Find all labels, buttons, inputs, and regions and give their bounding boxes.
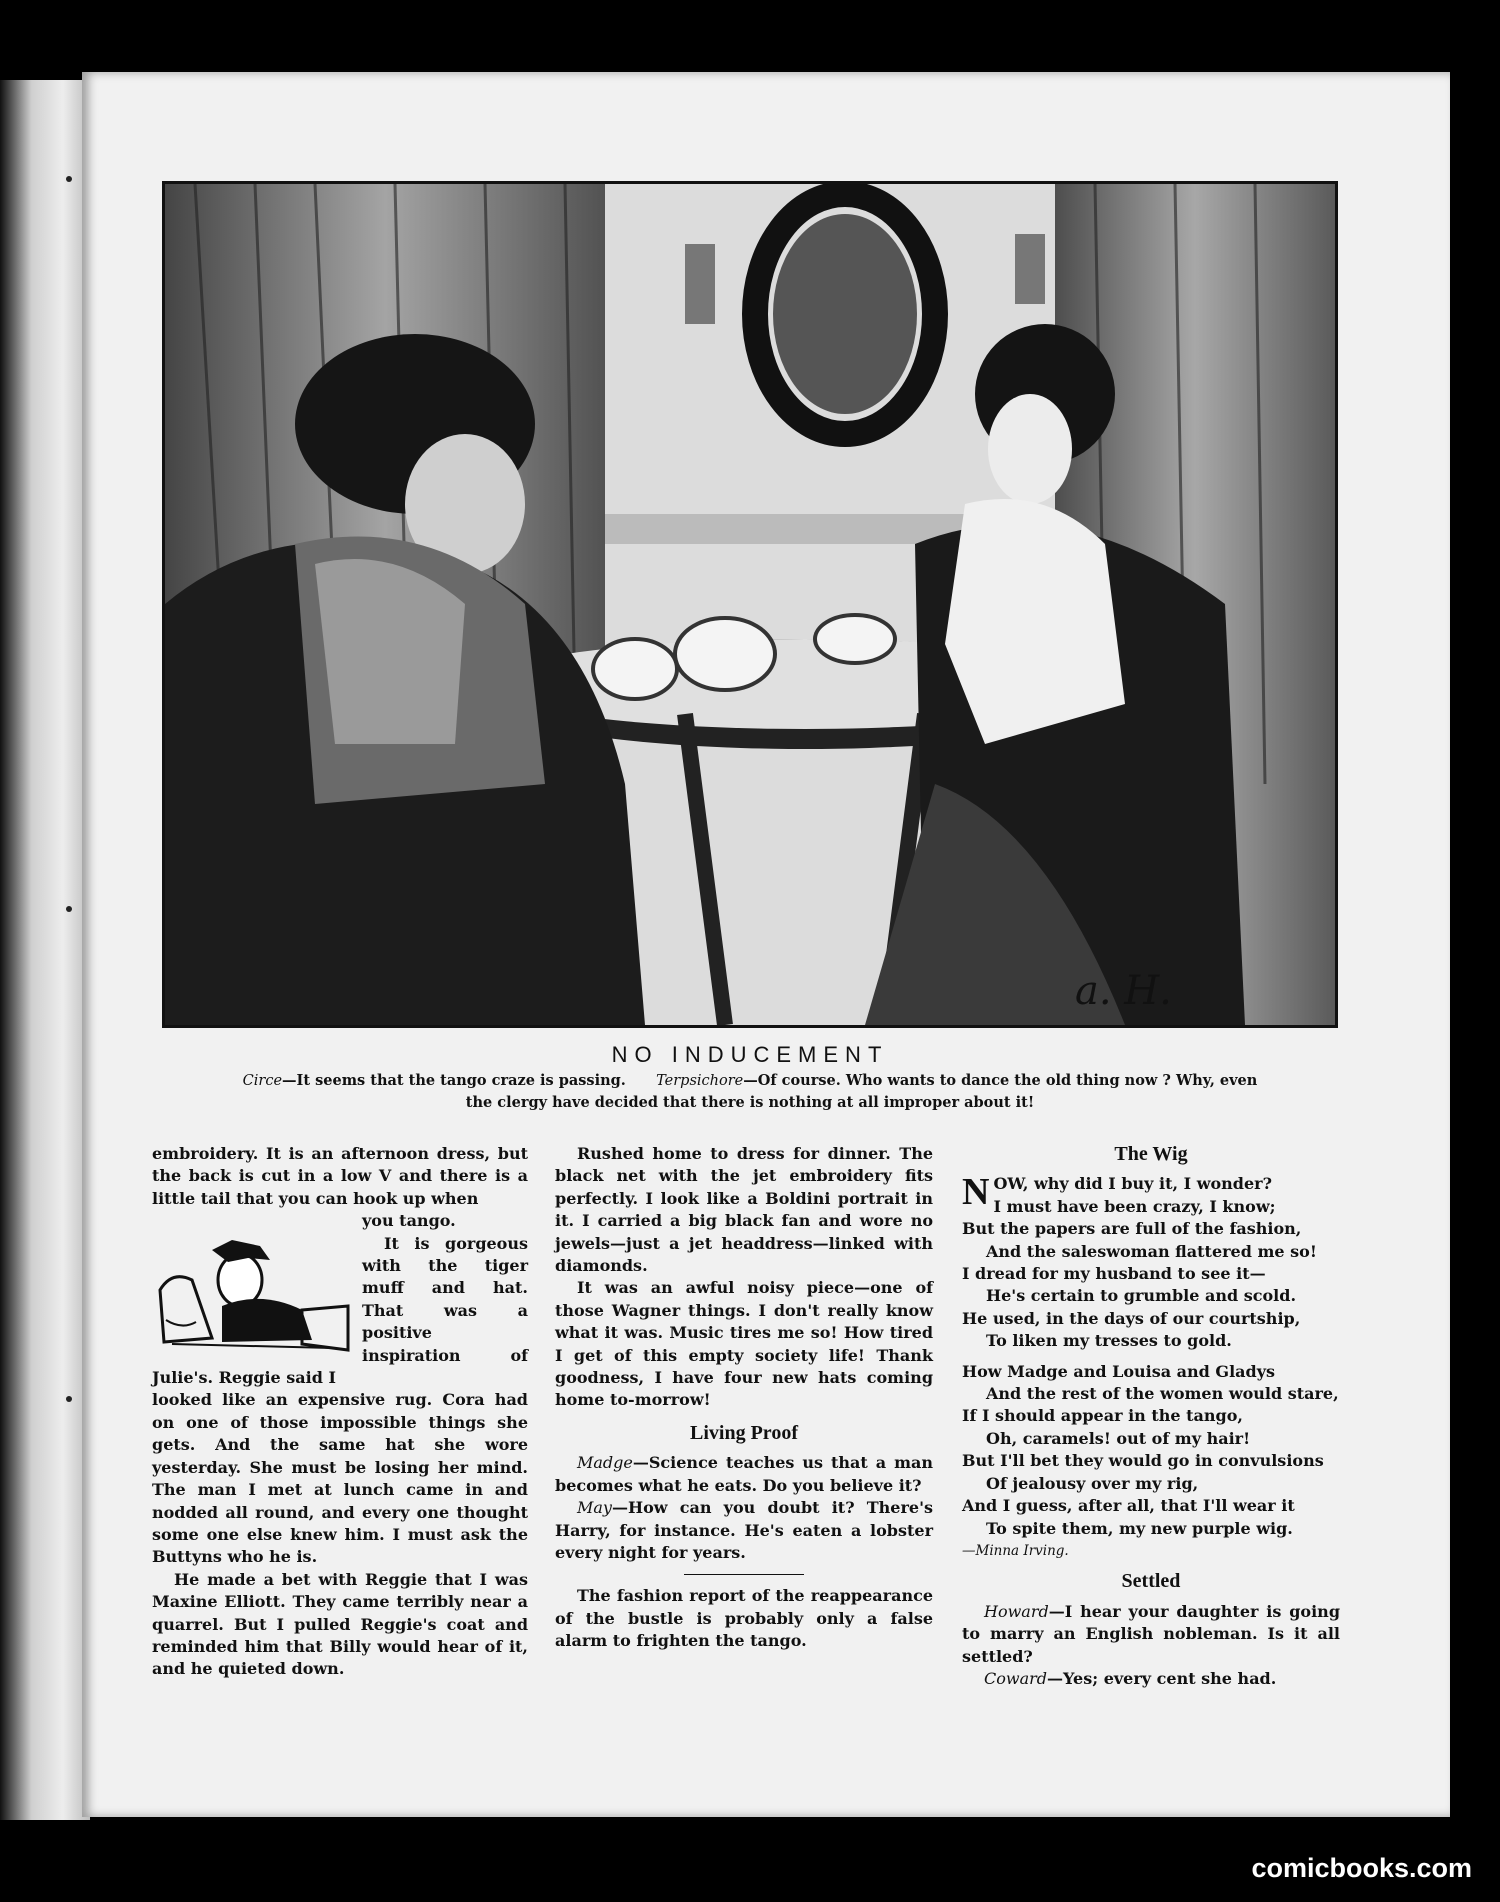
caption-text: —It seems that the tango craze is passing. xyxy=(282,1072,626,1089)
poem-line: Of jealousy over my rig, xyxy=(986,1473,1199,1493)
poem-line: And the saleswoman flattered me so! xyxy=(986,1241,1317,1261)
poem-line: But the papers are full of the fashion, xyxy=(962,1219,1302,1239)
dialogue-line xyxy=(962,1668,1340,1690)
poem-line: If I should appear in the tango, xyxy=(962,1406,1243,1426)
dialogue-line xyxy=(555,1452,933,1497)
speaker-coward: Coward xyxy=(984,1668,1047,1688)
paragraph: Rushed home to dress for dinner. The black net with the jet embroidery fits perfectly. I look like a Boldini portrait in it. I carried a big black fan and wore no jewels—just a jet headdress—linked with diamonds. xyxy=(555,1144,933,1276)
divider xyxy=(684,1574,804,1575)
poem-line: Oh, caramels! out of my hair! xyxy=(986,1428,1251,1448)
artist-signature: a. H. xyxy=(1075,968,1172,1014)
cartoon-title: NO INDUCEMENT xyxy=(611,1042,889,1067)
paragraph: looked like an expensive rug. Cora had on one of those impossible things she gets. And the same hat she wore yesterday. She must be losing her mind. The man I met at lunch came in and nodded all round, and every one thought some one else knew him. I must ask the Buttyns who he is. xyxy=(152,1390,528,1567)
living-proof-heading: Living Proof xyxy=(690,1421,798,1444)
binding-mark xyxy=(66,1396,72,1402)
speaker-terpsichore: Terpsichore xyxy=(656,1073,744,1089)
poem-line: I dread for my husband to see it— xyxy=(962,1264,1266,1284)
poem-line: How Madge and Louisa and Gladys xyxy=(962,1361,1276,1381)
binding-mark xyxy=(66,176,72,182)
paragraph: He made a bet with Reggie that I was Maxine Elliott. They came terribly near a quarrel. But I pulled Reggie's coat and reminded him that Billy would hear of it, and he quieted down. xyxy=(152,1569,528,1679)
sketch-illustration xyxy=(152,1210,356,1358)
poem-line: He's certain to grumble and scold. xyxy=(986,1286,1297,1306)
binding-mark xyxy=(66,906,72,912)
poem-line: To spite them, my new purple wig. xyxy=(986,1518,1293,1538)
cartoon-illustration xyxy=(162,181,1338,1028)
poem-line: He used, in the days of our courtship, xyxy=(962,1308,1301,1328)
speaker-may: May xyxy=(577,1498,612,1518)
poem-line: I must have been crazy, I know; xyxy=(993,1196,1276,1216)
dialogue-text: —I hear your daughter is going to marry an English nobleman. Is it all settled? xyxy=(962,1601,1340,1666)
speaker-madge: Madge xyxy=(577,1453,633,1473)
paragraph: you tango. xyxy=(362,1211,456,1231)
paragraph: embroidery. It is an afternoon dress, but the back is cut in a low V and there is a little tail that you can hook up when xyxy=(152,1144,528,1208)
settled-heading: Settled xyxy=(1121,1570,1181,1593)
dialogue-line xyxy=(962,1601,1340,1668)
poem-line: OW, why did I buy it, I wonder? xyxy=(993,1174,1272,1194)
speaker-howard: Howard xyxy=(984,1601,1049,1621)
article-column-1 xyxy=(152,1143,528,1681)
poem-line: And I guess, after all, that I'll wear it xyxy=(962,1496,1295,1516)
speaker-circe: Circe xyxy=(242,1073,283,1089)
poem-the-wig xyxy=(962,1173,1340,1562)
article-column-2 xyxy=(555,1143,933,1653)
dialogue-line xyxy=(555,1497,933,1564)
cartoon-caption-line1 xyxy=(140,1072,1360,1089)
paragraph: It was an awful noisy piece—one of those Wagner things. I don't really know what it was. Music tires me so! How tired I get of this empty society life! Thank goodness, I have four new hats coming home to-morrow! xyxy=(555,1278,933,1410)
dialogue-text: —Yes; every cent she had. xyxy=(1047,1668,1277,1688)
paragraph: The fashion report of the reappearance of the bustle is probably only a false alarm to frighten the tango. xyxy=(555,1586,933,1651)
dialogue-text: —Science teaches us that a man becomes what he eats. Do you believe it? xyxy=(555,1453,933,1495)
poem-line: But I'll bet they would go in convulsions xyxy=(962,1451,1324,1471)
drop-cap: N xyxy=(962,1171,990,1214)
caption-text: —Of course. Who wants to dance the old thing now ? Why, even xyxy=(743,1072,1258,1089)
site-watermark: comicbooks.com xyxy=(1251,1853,1472,1883)
poem-author: —Minna Irving. xyxy=(962,1542,1069,1559)
scan-binding-edge xyxy=(0,80,90,1820)
poem-line: To liken my tresses to gold. xyxy=(986,1331,1232,1351)
article-column-3 xyxy=(962,1143,1340,1690)
the-wig-heading: The Wig xyxy=(1114,1143,1188,1165)
dialogue-text: —How can you doubt it? There's Harry, for instance. He's eaten a lobster every night for years. xyxy=(555,1498,933,1562)
poem-line: And the rest of the women would stare, xyxy=(986,1384,1339,1404)
paragraph: It is gorgeous with the tiger muff and hat. That was a positive inspiration of Julie's. Reggie said I xyxy=(152,1233,528,1388)
cartoon-caption-line2: the clergy have decided that there is nothing at all improper about it! xyxy=(465,1094,1035,1111)
